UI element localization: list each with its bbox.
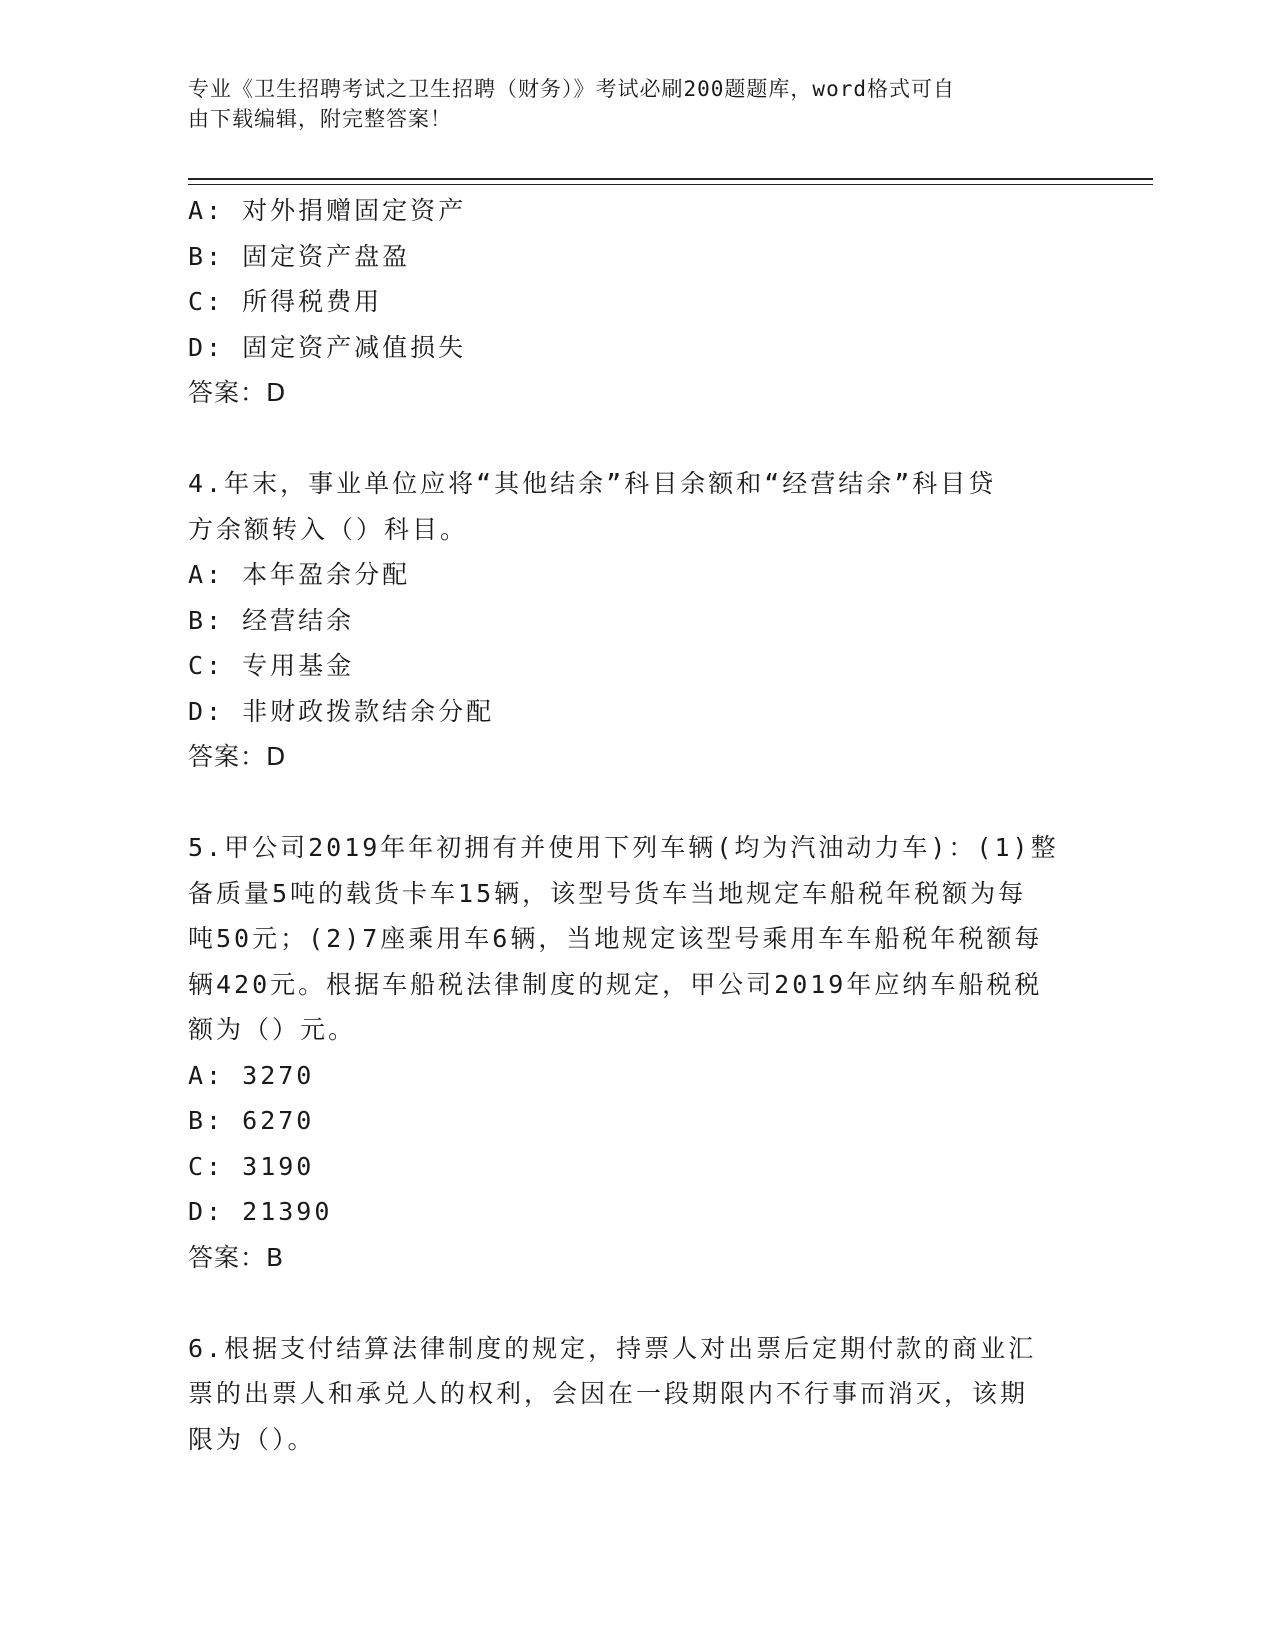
answer-line: 答案：B: [188, 1242, 285, 1272]
option-d: D: 21390: [188, 1197, 333, 1226]
question-stem-line: 4.年末，事业单位应将“其他结余”科目余额和“经营结余”科目贷: [188, 469, 997, 498]
question-stem-line: 备质量5吨的载货卡车15辆，该型号货车当地规定车船税年税额为每: [188, 878, 1027, 908]
header-line-2: 由下载编辑，附完整答案！: [188, 107, 452, 131]
spacer: [188, 780, 1088, 826]
question-list: [188, 188, 1088, 1462]
question-stem-line: 5.甲公司2019年年初拥有并使用下列车辆(均为汽油动力车)：(1)整: [188, 833, 1059, 862]
option-b: B: 固定资产盘盈: [188, 241, 411, 271]
question-stem-line: 额为（）元。: [188, 1015, 357, 1044]
question-6: [188, 1326, 1088, 1463]
document-header: [188, 74, 1068, 134]
option-a: A: 本年盈余分配: [188, 560, 411, 589]
answer-line: 答案：D: [188, 378, 287, 407]
spacer: [188, 1280, 1088, 1326]
question-stem-line: 方余额转入（）科目。: [188, 514, 469, 544]
option-a: A: 3270: [188, 1060, 315, 1090]
option-b: B: 经营结余: [188, 605, 355, 635]
question-stem-line: 6.根据支付结算法律制度的规定，持票人对出票后定期付款的商业汇: [188, 1333, 1037, 1363]
question-stem-line: 辆420元。根据车船税法律制度的规定，甲公司2019年应纳车船税税: [188, 969, 1043, 999]
option-c: C: 3190: [188, 1151, 315, 1181]
option-a: A: 对外捐赠固定资产: [188, 196, 467, 225]
option-b: B: 6270: [188, 1106, 315, 1135]
question-5: [188, 825, 1088, 1280]
question-stem-line: 吨50元；(2)7座乘用车6辆，当地规定该型号乘用车车船税年税额每: [188, 924, 1043, 953]
question-stem-line: 票的出票人和承兑人的权利，会因在一段期限内不行事而消灭，该期: [188, 1379, 1029, 1408]
option-d: D: 非财政拨款结余分配: [188, 696, 495, 726]
question-4: [188, 461, 1088, 780]
header-divider-thin: [188, 184, 1153, 185]
header-divider-thick: [188, 178, 1153, 180]
question-3: [188, 188, 1088, 416]
spacer: [188, 416, 1088, 462]
option-c: C: 专用基金: [188, 651, 355, 680]
question-stem-line: 限为（）。: [188, 1424, 316, 1454]
header-line-1: 专业《卫生招聘考试之卫生招聘（财务）》考试必刷200题题库，word格式可自: [188, 77, 955, 101]
option-c: C: 所得税费用: [188, 287, 383, 316]
option-d: D: 固定资产减值损失: [188, 332, 467, 362]
answer-line: 答案：D: [188, 742, 287, 771]
